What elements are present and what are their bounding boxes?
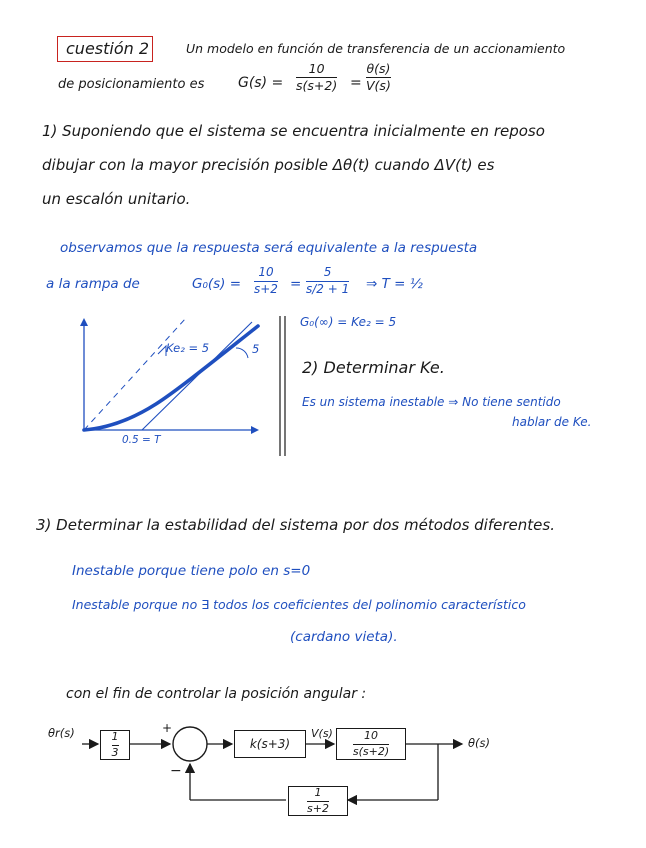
part3-title: 3) Determinar la estabilidad del sistema por dos métodos diferentes. <box>36 516 555 534</box>
prefilter-block <box>100 730 130 760</box>
tf-equals: = <box>350 75 362 91</box>
feedback-fraction <box>307 787 329 815</box>
ramp-equals: = <box>290 276 302 292</box>
plant-num: 10 <box>363 728 378 742</box>
part1-answer-2: a la rampa de <box>46 276 140 292</box>
tf-denominator: s(s+2) <box>296 78 338 94</box>
gain-equation: G₀(∞) = Ke₂ = 5 <box>300 315 397 329</box>
ramp-num-1: 10 <box>258 265 274 279</box>
signal-v-label: V(s) <box>311 727 333 740</box>
tf-numerator-2: θ(s) <box>366 61 391 76</box>
intro-line-2: de posicionamiento es <box>58 77 205 92</box>
ramp-den-1: s+2 <box>254 281 278 296</box>
plant-block <box>336 728 406 760</box>
sum-plus-sign: + <box>162 721 173 735</box>
plant-fraction <box>353 730 389 758</box>
diagram-output-label: θ(s) <box>468 736 491 750</box>
part3-answer-3: (cardano vieta). <box>290 629 398 645</box>
ramp-num-2: 5 <box>323 265 332 279</box>
part1-answer-1: observamos que la respuesta será equivalente a la respuesta <box>60 240 478 256</box>
tf-lhs: G(s) = <box>238 75 284 91</box>
question-label: cuestión 2 <box>66 39 150 58</box>
sum-minus-sign: − <box>170 763 182 779</box>
diagram-input-label: θr(s) <box>48 726 75 740</box>
tf-numerator: 10 <box>308 61 325 76</box>
part1-line-3: un escalón unitario. <box>42 190 191 208</box>
part2-title: 2) Determinar Ke. <box>302 358 445 377</box>
prefilter-num: 1 <box>111 729 119 743</box>
ramp-tf-lhs: G₀(s) = <box>192 276 242 292</box>
feedback-num: 1 <box>314 785 322 799</box>
part2-answer-2: hablar de Ke. <box>512 415 592 429</box>
part1-line-1: 1) Suponiendo que el sistema se encuentra inicialmente en reposo <box>42 122 545 140</box>
ramp-den-2: s/2 + 1 <box>306 281 350 296</box>
controller-block <box>234 730 306 758</box>
part2-answer-1: Es un sistema inestable ⇒ No tiene sentido <box>302 395 561 409</box>
part3-answer-1: Inestable porque tiene polo en s=0 <box>72 563 311 579</box>
control-intro: con el fin de controlar la posición angular : <box>66 686 367 702</box>
part3-answer-2: Inestable porque no ∃ todos los coeficientes del polinomio característico <box>72 597 526 612</box>
tf-denominator-2: V(s) <box>366 78 391 94</box>
intro-line-1: Un modelo en función de transferencia de un accionamiento <box>186 41 566 56</box>
plot-x-label: 0.5 = T <box>122 434 161 446</box>
prefilter-den: 3 <box>111 745 119 759</box>
feedback-den: s+2 <box>307 801 329 815</box>
plot-ke-label: Ke₂ = 5 <box>166 341 210 355</box>
plant-den: s(s+2) <box>352 744 390 758</box>
part1-line-2: dibujar con la mayor precisión posible Δθ(t) cuando ΔV(t) es <box>42 156 495 174</box>
plot-slope-label: 5 <box>252 342 260 356</box>
controller-label: k(s+3) <box>249 737 291 751</box>
feedback-block <box>288 786 348 816</box>
prefilter-fraction <box>112 731 119 759</box>
ramp-tau: ⇒ T = ½ <box>366 276 423 292</box>
